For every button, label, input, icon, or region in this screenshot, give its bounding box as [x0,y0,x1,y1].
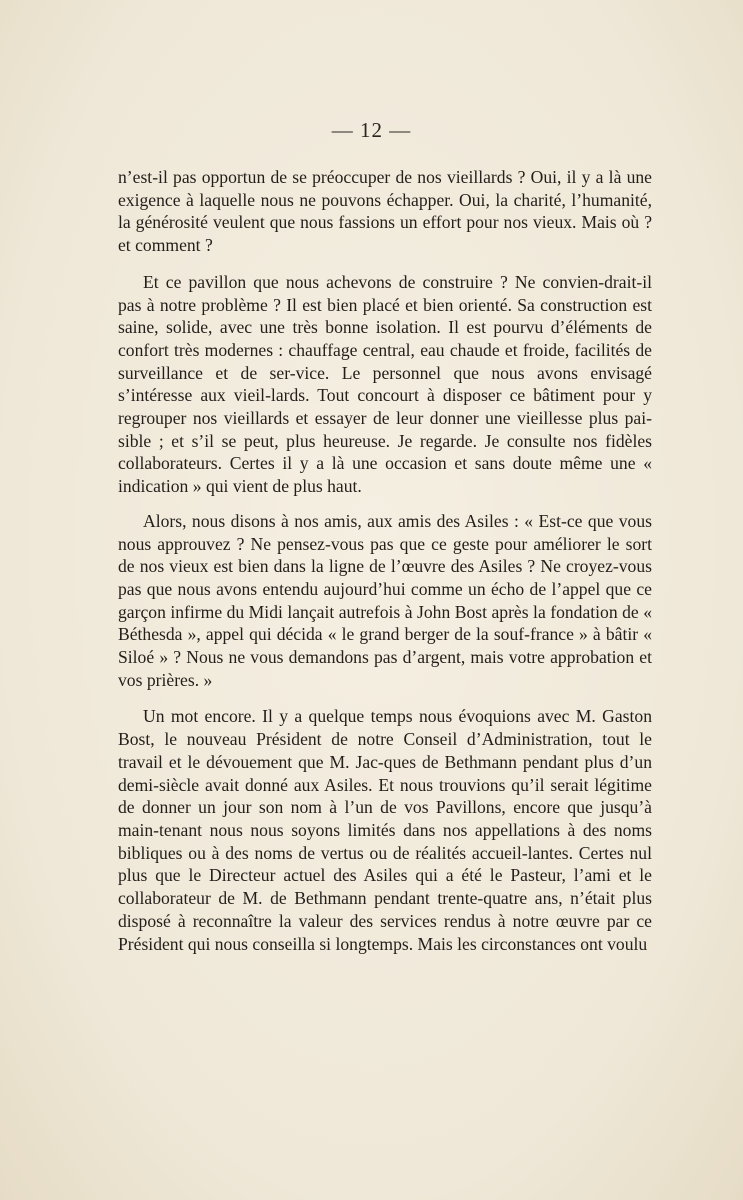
paragraph-1: n’est-il pas opportun de se préoccuper de nos vieillards ? Oui, il y a là une exigence à laquelle nous ne pouvons échapper. Oui, la charité, l’humanité, la générosité veulent que nous fassions un effort pour nos vieux. Mais où ? et comment ? [118,167,652,256]
paragraph-3: Alors, nous disons à nos amis, aux amis des Asiles : « Est-ce que vous nous approuvez ? Ne pensez-vous pas que ce geste pour améliorer le sort de nos vieux est bien dans la ligne de l’œuvre des Asiles ? Ne croyez-vous pas que nous avons entendu aujourd’hui comme un écho de l’appel que ce garçon infirme du Midi lançait autrefois à John Bost après la fondation de « Béthesda », appel qui décida « le grand berger de la souf-france » à bâtir « Siloé » ? Nous ne vous demandons pas d’argent, mais votre approbation et vos prières. » [118,510,652,690]
paragraph-4: Un mot encore. Il y a quelque temps nous évoquions avec M. Gaston Bost, le nouveau Président de notre Conseil d’Administration, tout le travail et le dévouement que M. Jac-ques de Bethmann pendant plus d’un demi-siècle avait donné aux Asiles. Et nous trouvions qu’il serait légitime de donner un jour son nom à l’un de vos Pavillons, encore que jusqu’à main-tenant nous nous soyons limités dans nos appellations à des noms bibliques ou à des noms de vertus ou de réalités accueil-lantes. Certes nul plus que le Directeur actuel des Asiles qui a été le Pasteur, l’ami et le collaborateur de M. de Bethmann pendant trente-quatre ans, n’était plus disposé à reconnaître la valeur des services rendus à notre œuvre par ce Président qui nous conseilla si longtemps. Mais les circonstances ont voulu [118,706,652,954]
page-number: — 12 — [331,118,412,142]
body-text [118,166,652,955]
paragraph-2: Et ce pavillon que nous achevons de construire ? Ne convien-drait-il pas à notre problème ? Il est bien placé et bien orienté. Sa construction est saine, solide, avec une très bonne isolation. Il est pourvu d’éléments de confort très modernes : chauffage central, eau chaude et froide, facilités de surveillance et de ser-vice. Le personnel que nous avons envisagé s’intéresse aux vieil-lards. Tout concourt à disposer ce bâtiment pour y regrouper nos vieillards et essayer de leur donner une vieillesse plus pai-sible ; et s’il se peut, plus heureuse. Je regarde. Je consulte nos fidèles collaborateurs. Certes il y a là une occasion et sans doute même une « indication » qui vient de plus haut. [118,271,652,497]
